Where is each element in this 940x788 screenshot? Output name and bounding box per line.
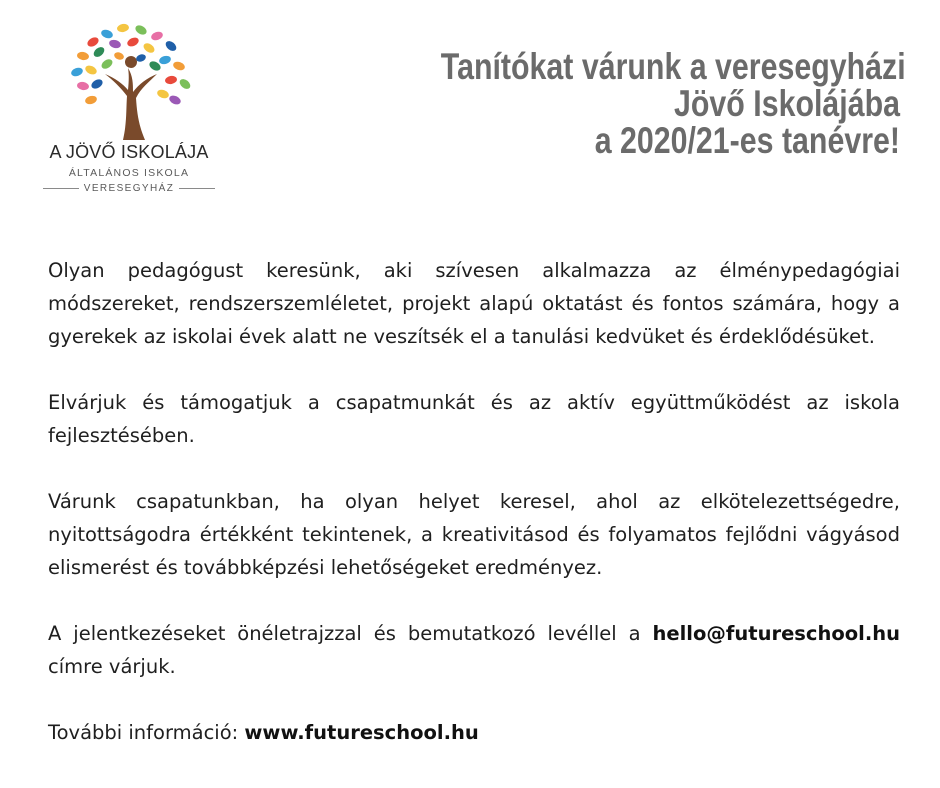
logo-school-name: A JÖVŐ ISKOLÁJA (49, 142, 209, 162)
divider (43, 188, 79, 189)
logo-subtitle: ÁLTALÁNOS ISKOLA (68, 167, 190, 179)
application-text: A jelentkezéseket önéletrajzzal és bemutatkozó levéllel a (48, 622, 653, 645)
logo-town (36, 183, 222, 194)
paragraph-application (48, 617, 900, 683)
logo-town-text: VERESEGYHÁZ (83, 183, 175, 194)
headline-line-1: Tanítókat várunk a veresegyházi (440, 46, 906, 87)
website-link[interactable]: www.futureschool.hu (244, 721, 479, 744)
paragraph-offer: Várunk csapatunkban, ha olyan helyet keresel, ahol az elkötelezettségedre, nyitottságodra értékként tekintenek, a kreativitásod és folyamatos fejlődni vágyásod elismerést és továbbképzési lehetőségeket eredményez. (48, 490, 900, 579)
divider (179, 188, 215, 189)
paragraph-profile: Olyan pedagógust keresünk, aki szívesen alkalmazza az élménypedagógiai módszereket, rendszerszemléletet, projekt alapú oktatást és fontos számára, hogy a gyerekek az iskolai évek alatt ne veszítsék el a tanulási kedvüket és érdeklődésüket. (48, 259, 900, 348)
headline-line-2: Jövő Iskolájába (674, 83, 900, 124)
email-link[interactable]: hello@futureschool.hu (652, 622, 900, 645)
more-info-label: További információ: (48, 721, 245, 744)
paragraph-more-info (48, 716, 900, 749)
job-description (48, 254, 900, 749)
page-headline (440, 46, 906, 161)
paragraph-teamwork: Elvárjuk és támogatjuk a csapatmunkát és az aktív együttműködést az iskola fejlesztésében. (48, 391, 900, 447)
application-text-end: címre várjuk. (48, 655, 176, 678)
tree-logo-icon (71, 22, 191, 140)
headline-line-3: a 2020/21-es tanévre! (594, 120, 900, 161)
school-logo (36, 22, 222, 194)
